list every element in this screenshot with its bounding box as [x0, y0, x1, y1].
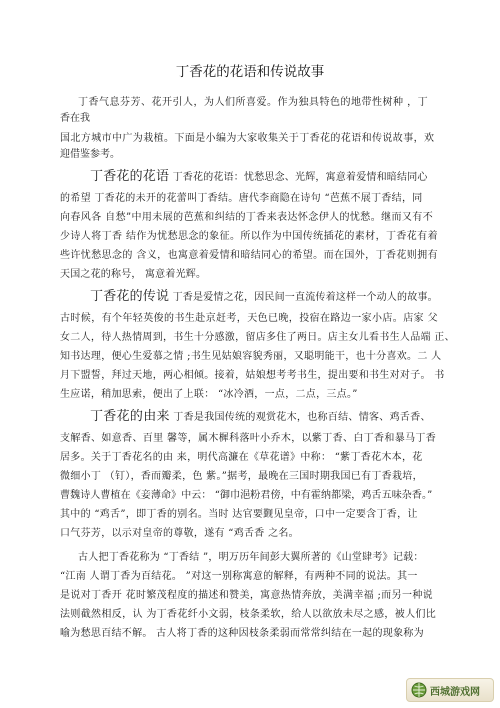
globe-logo-icon [411, 682, 427, 698]
text-line [60, 432, 436, 445]
line-text: 丁香是我国传统的观赏花木，也称百结、情客、鸡舌香、 [173, 412, 431, 423]
text-line [60, 369, 445, 382]
text-line [60, 112, 90, 125]
line-text: 支解香、如意香、百里 馨等，属木樨科落叶小乔木，以紫丁香、白丁香和暴马丁香 [60, 433, 437, 444]
section-heading: 丁香花的花语 [90, 169, 170, 184]
text-line [60, 589, 433, 602]
line-text: 古人把丁香花称为 “丁香结 ”，明万历年间彭大翼所著的《山堂肆考》记载： [78, 552, 424, 563]
text-line [78, 96, 428, 109]
text-line [60, 148, 120, 161]
line-text: 向春风各 自愁”中用未展的芭蕉和纠结的丁香来表达怀念伊人的忧愁。继而又有不 [60, 212, 434, 223]
line-text: 天国之花的称号， 寓意着光辉。 [60, 269, 207, 280]
line-text: 女二人，待人热情周到，书生十分感激，留店多住了两日。店主女儿看书生人品端 正、 [60, 332, 455, 343]
text-line [60, 211, 433, 224]
line-text: 丁香花的花语：忧愁思念、光辉，寓意着爱情和暗结同心 [172, 172, 428, 183]
text-line [60, 627, 424, 640]
text-line [90, 290, 438, 304]
text-line [60, 470, 423, 483]
line-text: 少诗人将丁香 结作为忧愁思念的象征。所以作为中国传统插花的素材，丁香花有着 [60, 231, 438, 242]
line-text: 丁香气息芬芳、花开引人，为人们所喜爱。作为独具特色的地带性树种 ，丁 [78, 97, 429, 108]
watermark-text: 西城游戏网 [430, 686, 480, 698]
line-text: 些许忧愁思念的 含义，也寓意着爱情和暗结同心的希望。而在国外，丁香花则拥有 [60, 250, 438, 261]
text-line [60, 268, 206, 281]
section-heading: 丁香花的由来 [90, 409, 170, 424]
line-text: 香在我 [60, 113, 90, 124]
text-line [60, 508, 418, 521]
line-text: “江南 人谓丁香为百结花。 ”对这一别称寓意的解释，有两种不同的说法。其一 [60, 571, 418, 582]
section-heading: 丁香花的传说 [90, 289, 170, 304]
line-text: 月下盟誓，拜过天地，两心相倾。接着，姑娘想考考书生，提出要和书生对对子。 书 [60, 370, 445, 381]
text-line [78, 551, 424, 564]
text-line [60, 451, 423, 464]
line-text: 口气芬芳，以示对皇帝的尊敬，遂有 “鸡舌香 之名。 [60, 528, 299, 539]
line-text: 国北方城市中广为栽植。下面是小编为大家收集关于丁香花的花语和传说故事，欢 [60, 133, 435, 144]
text-line [60, 388, 358, 401]
line-text: 生应诺，稍加思索，便出了上联： “冰冷酒，一点，二点，三点。” [60, 389, 358, 400]
line-text: 知书达理，便心生爱慕之情 ;书生见姑娘容貌秀丽，又聪明能干，也十分喜欢。二 人 [60, 351, 442, 362]
text-line [60, 132, 434, 145]
line-text: 的希望 丁香花的未开的花蕾叫丁香结。唐代李商隐在诗句 “芭蕉不展丁香结，同 [60, 193, 423, 204]
text-line [60, 312, 438, 325]
text-line [60, 350, 441, 363]
site-watermark [406, 678, 494, 702]
text-line [60, 527, 299, 540]
line-text: 丁香是爱情之花，因民间一直流传着这样一个动人的故事。 [172, 292, 438, 303]
page-title: 丁香花的花语和传说故事 [175, 64, 325, 80]
text-line [90, 410, 431, 424]
text-line [90, 170, 428, 184]
line-text: 是说对丁香开 花时繁茂程度的描述和赞美，寓意热情奔放，美满幸福 ;而另一种说 [60, 590, 434, 601]
text-line [60, 570, 418, 583]
text-line [60, 230, 438, 243]
line-text: 古时候，有个年轻英俊的书生赴京赶考，天色已晚，投宿在路边一家小店。店家 父 [60, 313, 438, 324]
text-line [60, 489, 432, 502]
line-text: 迎借鉴参考。 [60, 149, 120, 160]
text-line [60, 192, 423, 205]
line-text: 居多。关于丁香花名的由 来，明代高濂在《草花谱》中称： “紫丁香花木本，花 [60, 452, 423, 463]
line-text: 微细小丁 （钉），香而瓣柔，色 紫。”据考，最晚在三国时期我国已有丁香栽培， [60, 471, 423, 482]
line-text: 喻为愁思百结不解。 古人将丁香的这种因枝条柔弱而常常纠结在一起的现象称为 [60, 628, 424, 639]
text-line [60, 249, 438, 262]
line-text: 曹魏诗人曹植在《妾薄命》中云： “御巾浥粉君傍，中有霍纳都梁，鸡舌五味杂香。” [60, 490, 433, 501]
text-line [60, 331, 455, 344]
line-text: 法则截然相反，认 为丁香花纤小文弱，枝条柔软，给人以欲放未尽之感，被人们比 [60, 609, 437, 620]
text-line [60, 608, 436, 621]
line-text: 其中的 “鸡舌”，即丁香的别名。当时 达官要觐见皇帝，口中一定要含丁香，让 [60, 509, 418, 520]
